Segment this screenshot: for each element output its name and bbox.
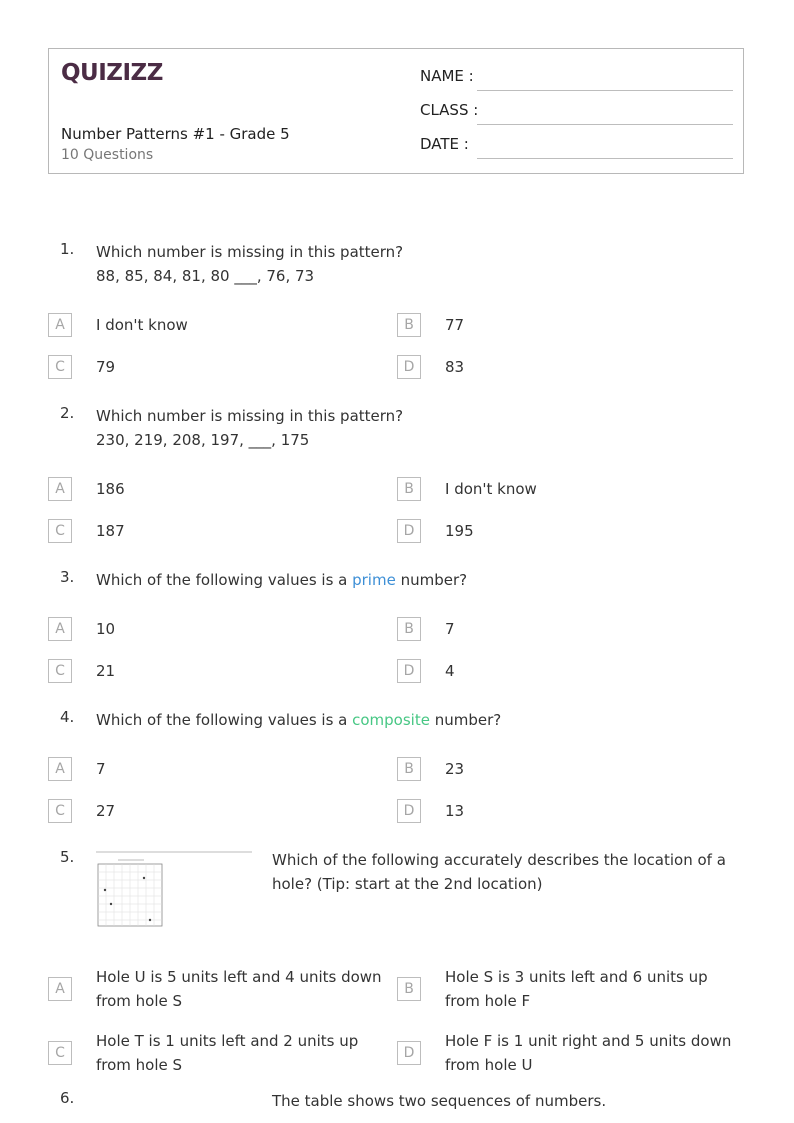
class-field[interactable] (420, 101, 733, 125)
question-text (96, 708, 501, 732)
highlight-word: composite (352, 711, 430, 729)
question-number: 5. (60, 848, 75, 866)
option-text: Hole U is 5 units left and 4 units down from hole S (96, 968, 382, 1010)
option-text: 13 (445, 802, 465, 820)
question-text-pre: Which of the following values is a (96, 711, 353, 729)
question-number: 3. (60, 568, 75, 586)
date-line[interactable] (477, 158, 733, 159)
option-text: 187 (96, 522, 125, 540)
option-text: 186 (96, 480, 125, 498)
option-letter: D (397, 1041, 421, 1065)
question-line: 230, 219, 208, 197, ___, 175 (96, 431, 310, 449)
date-field[interactable] (420, 135, 733, 159)
option-letter: B (397, 477, 421, 501)
worksheet-title: Number Patterns #1 - Grade 5 (61, 125, 290, 143)
option-text: 21 (96, 662, 116, 680)
question-text-post: number? (395, 571, 468, 589)
option-letter: A (48, 757, 72, 781)
class-line[interactable] (477, 124, 733, 125)
class-label: CLASS : (420, 101, 479, 119)
option-letter: B (397, 977, 421, 1001)
option-text: 7 (445, 620, 455, 638)
option-letter: D (397, 355, 421, 379)
option-text: I don't know (445, 480, 537, 498)
option-letter: A (48, 977, 72, 1001)
question-number: 1. (60, 240, 75, 258)
option-letter: D (397, 659, 421, 683)
option-text: 79 (96, 358, 116, 376)
question-text (96, 568, 467, 592)
question-line: The table shows two sequences of numbers. (272, 1092, 607, 1110)
option-letter: B (397, 757, 421, 781)
option-letter: C (48, 519, 72, 543)
option-letter: A (48, 477, 72, 501)
option-text: 4 (445, 662, 455, 680)
option-letter: A (48, 313, 72, 337)
question-line: Which of the following accurately describes the location of a (272, 851, 726, 869)
question-text (96, 404, 403, 452)
option-letter: B (397, 617, 421, 641)
question-line: hole? (Tip: start at the 2nd location) (272, 875, 543, 893)
option-text: Hole F is 1 unit right and 5 units down from hole U (445, 1032, 732, 1074)
name-line[interactable] (477, 90, 733, 91)
question-line: Which number is missing in this pattern? (96, 407, 404, 425)
question-text (96, 240, 403, 288)
coordinate-grid-image (96, 850, 252, 928)
question-text-post: number? (429, 711, 502, 729)
question-text (272, 1089, 606, 1113)
highlight-word: prime (352, 571, 396, 589)
question-number: 4. (60, 708, 75, 726)
option-letter: B (397, 313, 421, 337)
option-text: Hole S is 3 units left and 6 units up from hole F (445, 968, 708, 1010)
name-label: NAME : (420, 67, 474, 85)
option-letter: C (48, 799, 72, 823)
option-text: 10 (96, 620, 116, 638)
grid-thumbnail (96, 850, 252, 928)
option-text: 23 (445, 760, 465, 778)
date-label: DATE : (420, 135, 469, 153)
option-letter: D (397, 519, 421, 543)
question-line: 88, 85, 84, 81, 80 ___, 76, 73 (96, 267, 315, 285)
quizizz-logo (61, 59, 163, 87)
question-number: 6. (60, 1089, 75, 1107)
name-field[interactable] (420, 67, 733, 91)
option-text: I don't know (96, 316, 188, 334)
option-text: 83 (445, 358, 465, 376)
question-line: Which number is missing in this pattern? (96, 243, 404, 261)
option-text: 7 (96, 760, 106, 778)
question-text-pre: Which of the following values is a (96, 571, 353, 589)
option-text: 195 (445, 522, 474, 540)
question-number: 2. (60, 404, 75, 422)
option-text: 27 (96, 802, 116, 820)
worksheet-header (48, 48, 744, 174)
question-count: 10 Questions (61, 147, 154, 163)
sequence-table-image (96, 1115, 252, 1123)
option-text: Hole T is 1 units left and 2 units up from hole S (96, 1032, 359, 1074)
option-text: 77 (445, 316, 465, 334)
question-text (272, 848, 726, 896)
option-letter: C (48, 1041, 72, 1065)
option-letter: A (48, 617, 72, 641)
option-letter: C (48, 659, 72, 683)
logo-text: QUIZIZZ (61, 60, 163, 86)
option-letter: D (397, 799, 421, 823)
option-letter: C (48, 355, 72, 379)
